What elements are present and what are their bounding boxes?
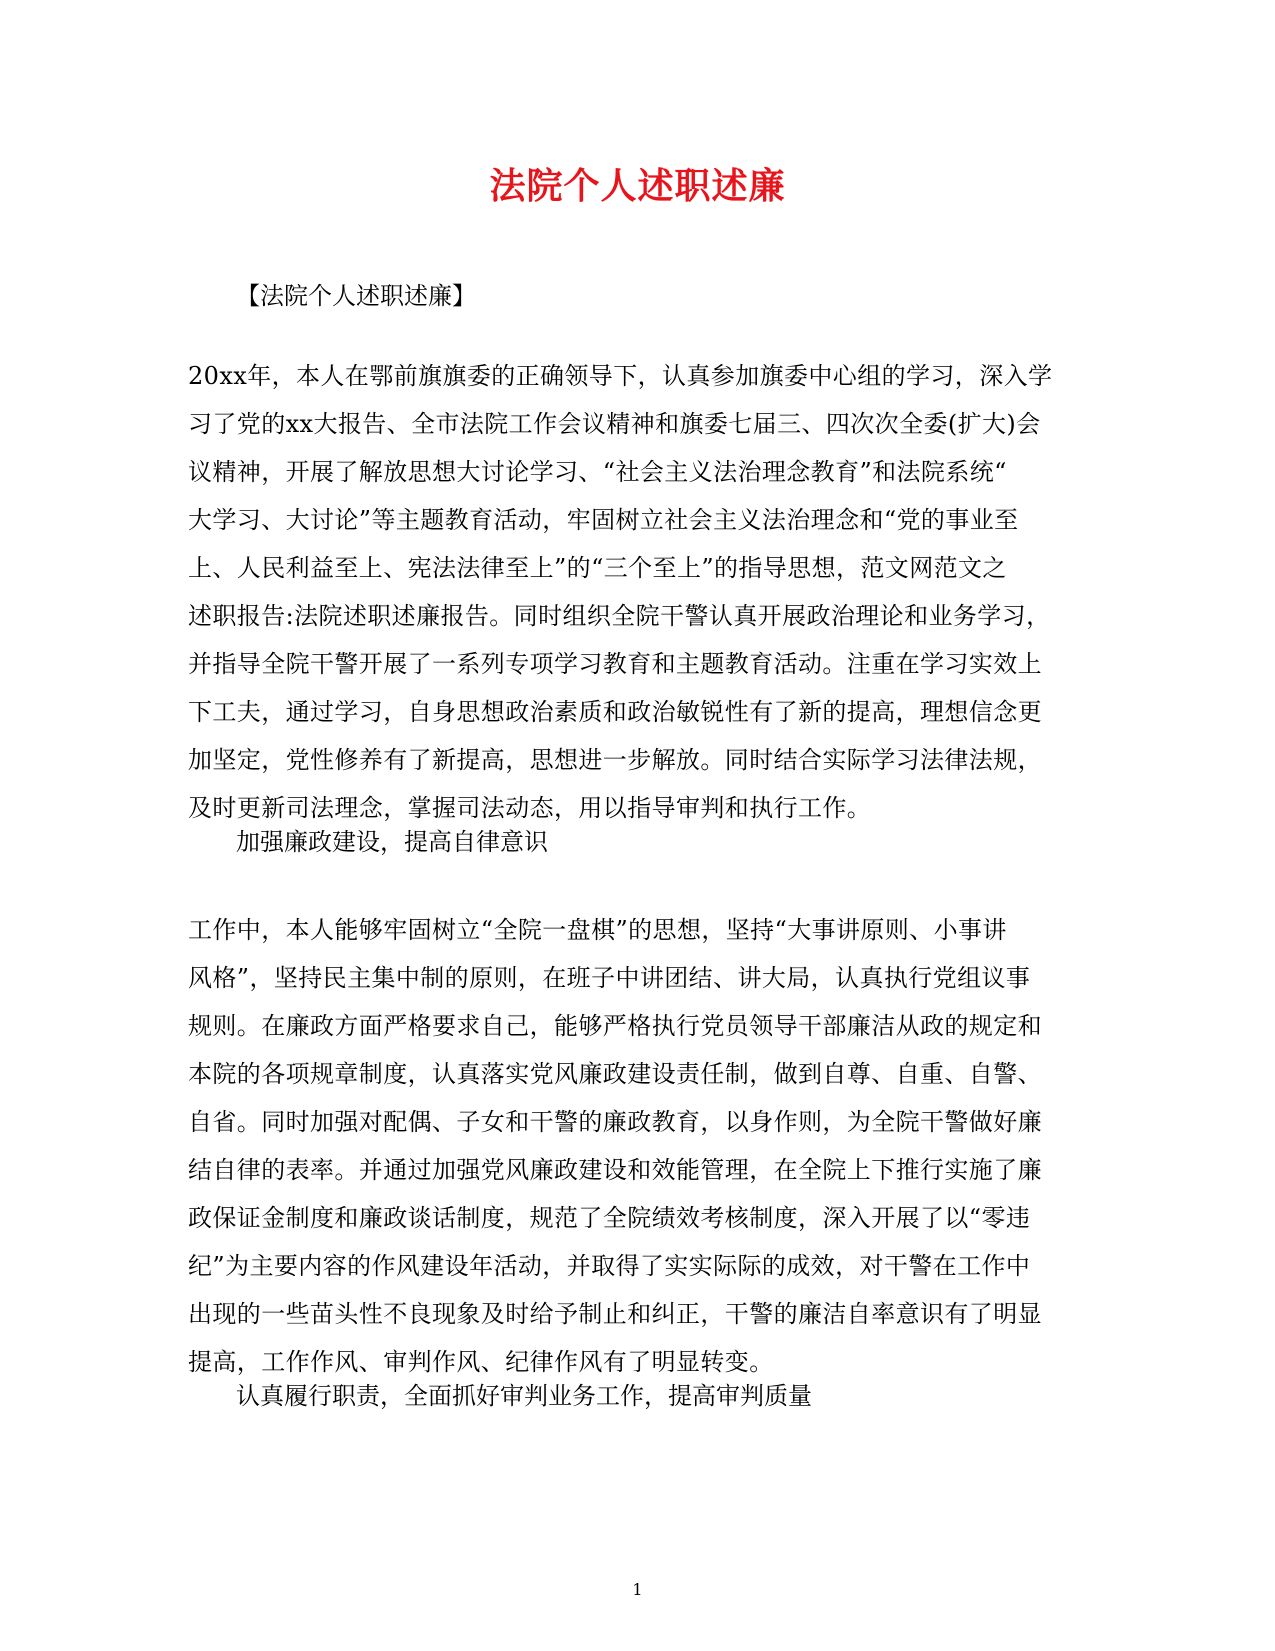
section-heading-duties: 认真履行职责，全面抓好审判业务工作，提高审判质量 (236, 1382, 812, 1410)
document-subheading: 【法院个人述职述廉】 (236, 282, 476, 310)
paragraph-line: 习了党的xx大报告、全市法院工作会议精神和旗委七届三、四次次全委(扩大)会 (188, 410, 1041, 438)
paragraph-integrity (188, 906, 1068, 1386)
paragraph-line: 议精神，开展了解放思想大讨论学习、“社会主义法治理念教育”和法院系统“ (188, 458, 1007, 486)
paragraph-study (188, 352, 1068, 832)
paragraph-line: 出现的一些苗头性不良现象及时给予制止和纠正，干警的廉洁自率意识有了明显 (188, 1300, 1042, 1328)
paragraph-line: 并指导全院干警开展了一系列专项学习教育和主题教育活动。注重在学习实效上 (188, 650, 1042, 678)
document-title: 法院个人述职述廉 (489, 165, 786, 207)
page-number: 1 (632, 1580, 643, 1599)
paragraph-line: 述职报告:法院述职述廉报告。同时组织全院干警认真开展政治理论和业务学习， (188, 602, 1051, 630)
paragraph-line: 结自律的表率。并通过加强党风廉政建设和效能管理，在全院上下推行实施了廉 (188, 1156, 1042, 1184)
paragraph-line: 纪”为主要内容的作风建设年活动，并取得了实实际际的成效，对干警在工作中 (188, 1252, 1031, 1280)
section-heading-integrity: 加强廉政建设，提高自律意识 (236, 828, 548, 856)
paragraph-line: 风格”，坚持民主集中制的原则，在班子中讲团结、讲大局，认真执行党组议事 (188, 964, 1031, 992)
paragraph-line: 加坚定，党性修养有了新提高，思想进一步解放。同时结合实际学习法律法规， (188, 746, 1042, 774)
paragraph-line: 20xx年，本人在鄂前旗旗委的正确领导下，认真参加旗委中心组的学习，深入学 (188, 362, 1053, 390)
paragraph-line: 本院的各项规章制度，认真落实党风廉政建设责任制，做到自尊、自重、自警、 (188, 1060, 1042, 1088)
paragraph-line: 规则。在廉政方面严格要求自己，能够严格执行党员领导干部廉洁从政的规定和 (188, 1012, 1042, 1040)
paragraph-line: 工作中，本人能够牢固树立“全院一盘棋”的思想，坚持“大事讲原则、小事讲 (188, 916, 1007, 944)
paragraph-line: 大学习、大讨论”等主题教育活动，牢固树立社会主义法治理念和“党的事业至 (188, 506, 1019, 534)
paragraph-line: 提高，工作作风、审判作风、纪律作风有了明显转变。 (188, 1348, 774, 1376)
paragraph-line: 下工夫，通过学习，自身思想政治素质和政治敏锐性有了新的提高，理想信念更 (188, 698, 1042, 726)
paragraph-line: 自省。同时加强对配偶、子女和干警的廉政教育，以身作则，为全院干警做好廉 (188, 1108, 1042, 1136)
paragraph-line: 上、人民利益至上、宪法法律至上”的“三个至上”的指导思想，范文网范文之 (188, 554, 1007, 582)
paragraph-line: 政保证金制度和廉政谈话制度，规范了全院绩效考核制度，深入开展了以“零违 (188, 1204, 1031, 1232)
paragraph-line: 及时更新司法理念，掌握司法动态，用以指导审判和执行工作。 (188, 794, 872, 822)
